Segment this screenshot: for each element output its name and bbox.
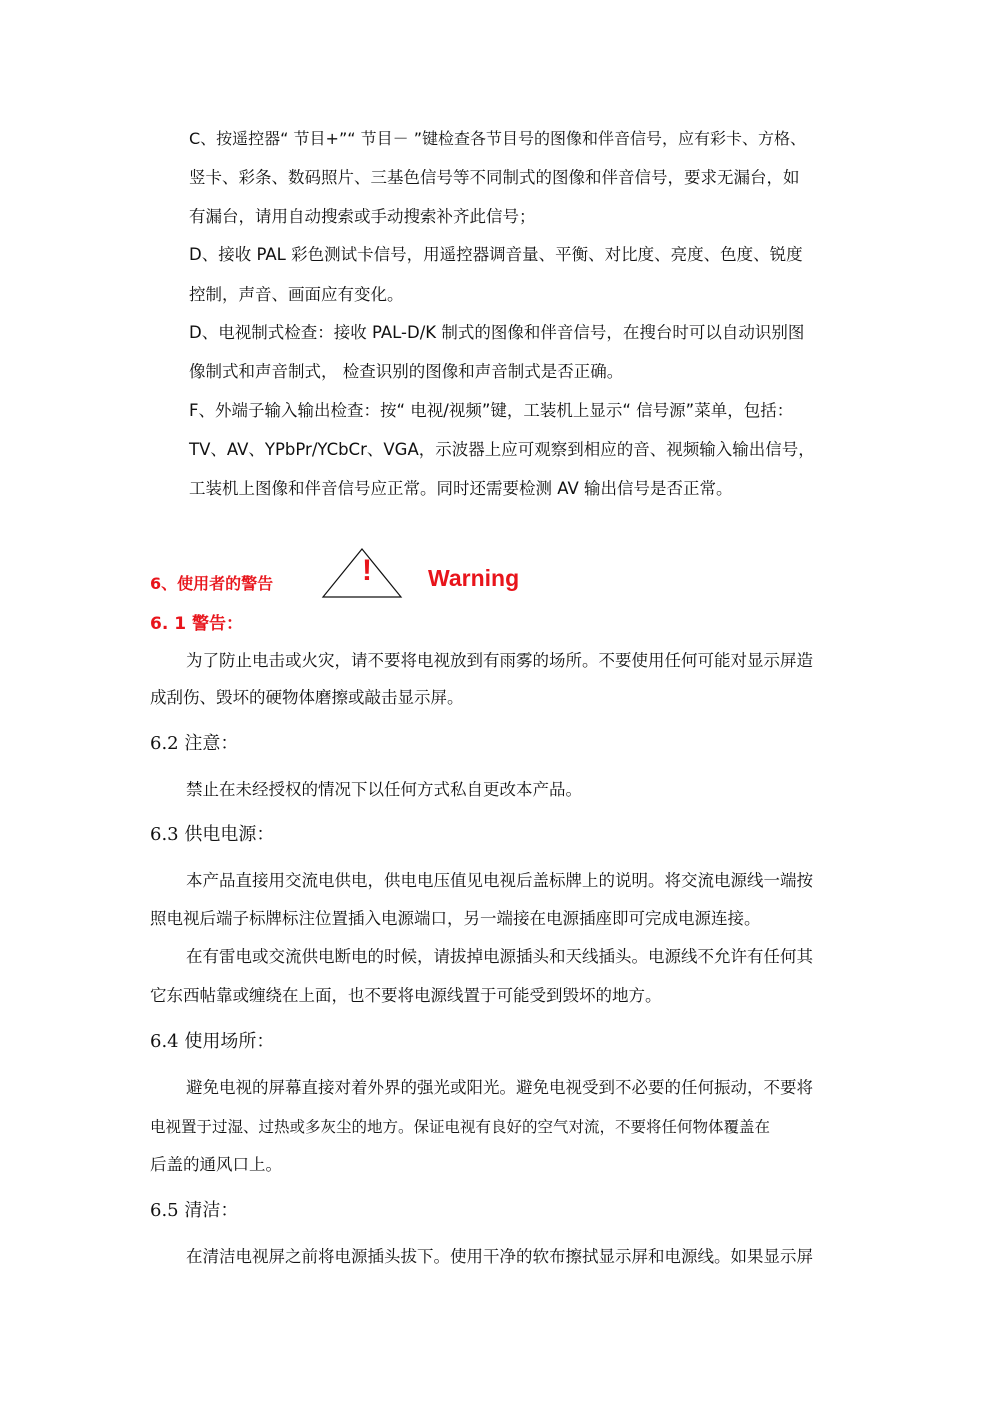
- section-6-1-title: 6. 1 警告：: [150, 614, 243, 634]
- section-f-line-3: 工装机上图像和伴音信号应正常。同时还需要检测 AV 输出信号是否正常。: [189, 479, 733, 498]
- warning-exclamation: !: [362, 554, 372, 587]
- section-c-line-2: 竖卡、彩条、数码照片、三基色信号等不同制式的图像和伴音信号，要求无漏台，如: [189, 168, 800, 187]
- warning-word: Warning: [428, 565, 520, 591]
- section-6-2-line-1: 禁止在未经授权的情况下以任何方式私自更改本产品。: [186, 780, 582, 799]
- section-6-4-title: 6.4 使用场所：: [150, 1031, 275, 1052]
- section-d1-line-2: 控制，声音、画面应有变化。: [189, 285, 404, 304]
- section-d2-line-2: 像制式和声音制式， 检查识别的图像和声音制式是否正确。: [189, 362, 624, 381]
- section-d1-line-1: D、接收 PAL 彩色测试卡信号，用遥控器调音量、平衡、对比度、亮度、色度、锐度: [189, 245, 803, 264]
- section-6-4-line-2: 电视置于过湿、过热或多灰尘的地方。保证电视有良好的空气对流，不要将任何物体覆盖在: [150, 1118, 771, 1136]
- section-6-5-title: 6.5 清洁：: [150, 1200, 239, 1221]
- section-6-title: 6、使用者的警告: [150, 574, 274, 593]
- section-d2-line-1: D、电视制式检查：接收 PAL-D/K 制式的图像和伴音信号，在搜台时可以自动识别图: [189, 323, 805, 342]
- section-f-line-2: TV、AV、YPbPr/YCbCr、VGA，示波器上应可观察到相应的音、视频输入输出信号，: [189, 440, 815, 459]
- section-6-1-line-2: 成刮伤、毁坏的硬物体磨擦或敲击显示屏。: [150, 688, 464, 707]
- section-6-4-line-3: 后盖的通风口上。: [150, 1155, 282, 1174]
- section-6-3-title: 6.3 供电电源：: [150, 824, 275, 845]
- section-6-1-line-1: 为了防止电击或火灾，请不要将电视放到有雨雾的场所。不要使用任何可能对显示屏造: [186, 651, 813, 670]
- warning-triangle-icon: [320, 546, 404, 600]
- section-6-3-p2-line-1: 在有雷电或交流供电断电的时候，请拔掉电源插头和天线插头。电源线不允许有任何其: [186, 947, 813, 966]
- section-f-line-1: F、外端子输入输出检查：按“ 电视/视频”键，工装机上显示“ 信号源”菜单，包括：: [189, 401, 794, 420]
- section-6-2-title: 6.2 注意：: [150, 733, 239, 754]
- section-c-line-1: C、按遥控器“ 节目+”“ 节目－ ”键检查各节目号的图像和伴音信号，应有彩卡、方格、: [189, 129, 806, 148]
- section-c-line-3: 有漏台，请用自动搜索或手动搜索补齐此信号；: [189, 207, 536, 226]
- section-6-3-p2-line-2: 它东西帖靠或缠绕在上面，也不要将电源线置于可能受到毁坏的地方。: [150, 986, 662, 1005]
- section-6-3-p1-line-1: 本产品直接用交流电供电，供电电压值见电视后盖标牌上的说明。将交流电源线一端按: [186, 871, 813, 890]
- section-6-3-p1-line-2: 照电视后端子标牌标注位置插入电源端口，另一端接在电源插座即可完成电源连接。: [150, 909, 761, 928]
- section-6-4-line-1: 避免电视的屏幕直接对着外界的强光或阳光。避免电视受到不必要的任何振动，不要将: [186, 1078, 813, 1097]
- section-6-5-line-1: 在清洁电视屏之前将电源插头拔下。使用干净的软布擦拭显示屏和电源线。如果显示屏: [186, 1247, 813, 1266]
